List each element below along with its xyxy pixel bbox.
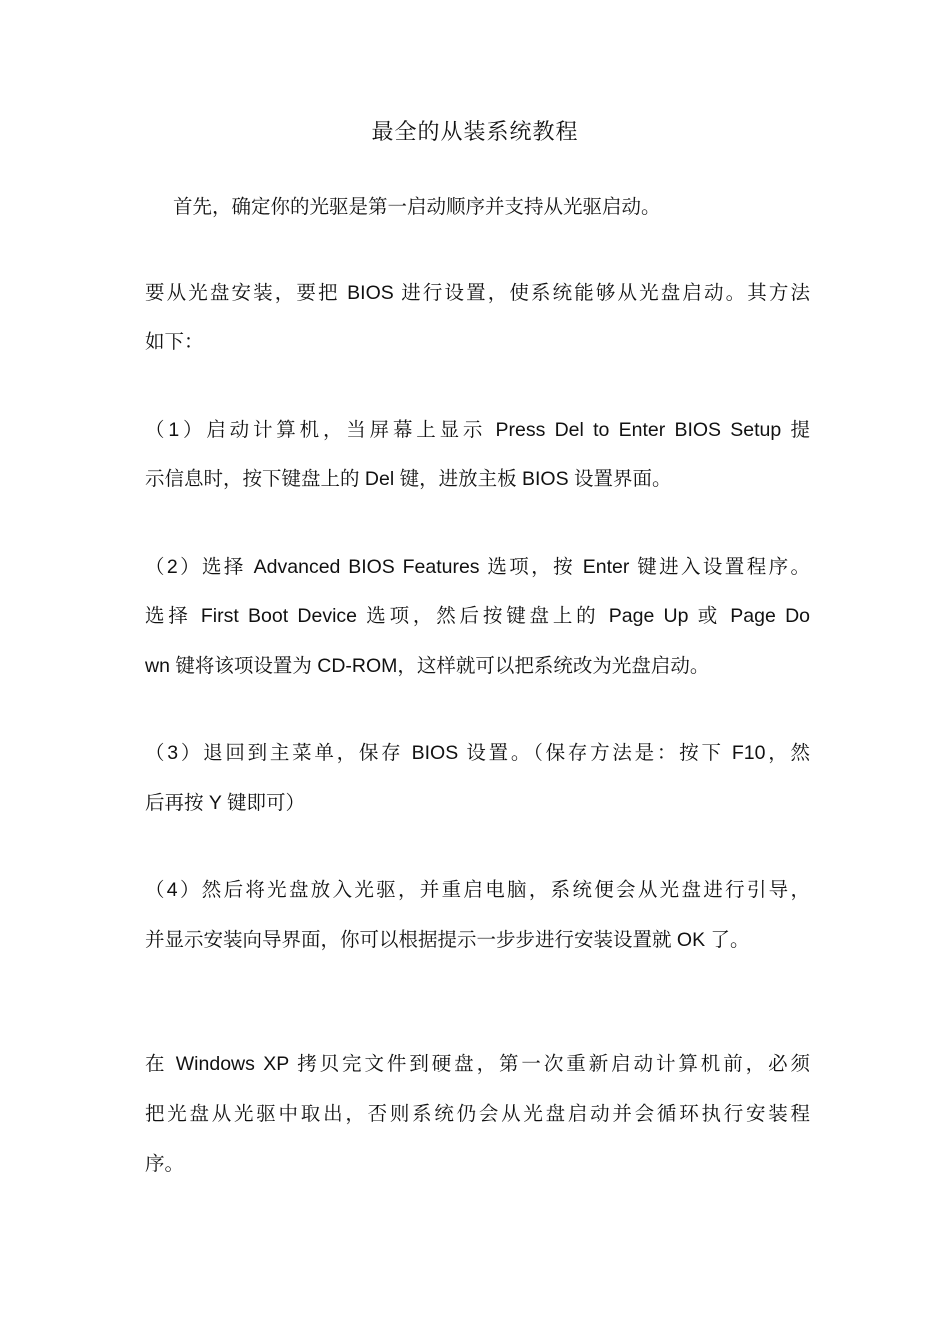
step-4-line-1: （4）然后将光盘放入光驱，并重启电脑，系统便会从光盘进行引导， [145,879,810,901]
windows-note-line-3: 序。 [145,1153,185,1175]
windows-note-line-1: 在 Windows XP 拷贝完文件到硬盘，第一次重新启动计算机前，必须 [145,1053,810,1075]
intro-line: 首先，确定你的光驱是第一启动顺序并支持从光驱启动。 [173,196,661,218]
step-2-line-3: wn 键将该项设置为 CD-ROM，这样就可以把系统改为光盘启动。 [145,655,710,677]
document-title: 最全的从装系统教程 [371,120,579,145]
step-1-line-2: 示信息时，按下键盘上的 Del 键，进放主板 BIOS 设置界面。 [145,468,672,490]
windows-note-line-2: 把光盘从光驱中取出，否则系统仍会从光盘启动并会循环执行安装程 [145,1103,810,1125]
paragraph-bios-line-2: 如下： [145,331,204,353]
step-2-line-2: 选择 First Boot Device 选项，然后按键盘上的 Page Up 或 Page Do [145,605,810,627]
step-3-line-2: 后再按 Y 键即可） [145,792,305,814]
step-2-line-1: （2）选择 Advanced BIOS Features 选项，按 Enter 键进入设置程序。 [145,556,810,578]
step-3-line-1: （3）退回到主菜单，保存 BIOS 设置。（保存方法是：按下 F10，然 [145,742,810,764]
paragraph-bios-line-1: 要从光盘安装，要把 BIOS 进行设置，使系统能够从光盘启动。其方法 [145,282,810,304]
step-4-line-2: 并显示安装向导界面，你可以根据提示一步步进行安装设置就 OK 了。 [145,929,750,951]
step-1-line-1: （1）启动计算机，当屏幕上显示 Press Del to Enter BIOS Setup 提 [145,419,810,441]
